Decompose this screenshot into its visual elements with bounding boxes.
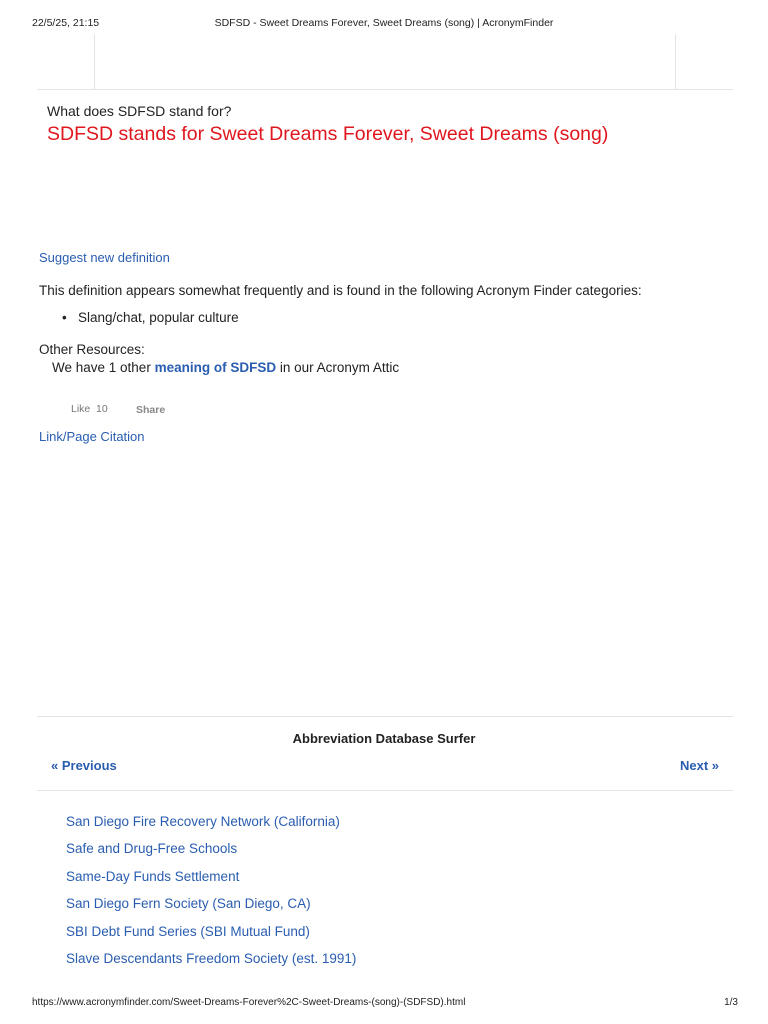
frequency-text: This definition appears somewhat frequently and is found in the following Acronym Finder categories: bbox=[39, 283, 642, 298]
surfer-list-item[interactable]: Same-Day Funds Settlement bbox=[66, 868, 240, 884]
other-resources-prefix: We have 1 other bbox=[52, 360, 155, 375]
surfer-list-item[interactable]: San Diego Fire Recovery Network (California) bbox=[66, 814, 340, 829]
print-page-number: 1/3 bbox=[724, 997, 738, 1008]
other-meaning-link[interactable]: meaning of SDFSD bbox=[154, 360, 277, 375]
share-button[interactable]: Share bbox=[136, 404, 166, 416]
other-resources-suffix: in our Acronym Attic bbox=[276, 360, 400, 375]
surfer-list bbox=[66, 814, 666, 978]
like-label: Like bbox=[71, 403, 91, 415]
print-footer bbox=[0, 997, 768, 1011]
surfer-list-item[interactable]: Safe and Drug-Free Schools bbox=[66, 841, 238, 857]
other-resources-line bbox=[52, 360, 399, 375]
top-box-divider-left bbox=[94, 34, 95, 89]
print-header bbox=[0, 17, 768, 31]
print-page-title: SDFSD - Sweet Dreams Forever, Sweet Dreams (song) | AcronymFinder bbox=[214, 17, 554, 29]
surfer-list-item[interactable]: San Diego Fern Society (San Diego, CA) bbox=[66, 896, 311, 912]
like-button[interactable] bbox=[50, 402, 120, 418]
surfer-title: Abbreviation Database Surfer bbox=[292, 731, 476, 746]
print-url: https://www.acronymfinder.com/Sweet-Dreams-Forever%2C-Sweet-Dreams-(song)-(SDFSD).html bbox=[32, 997, 466, 1008]
surfer-list-item[interactable]: SBI Debt Fund Series (SBI Mutual Fund) bbox=[66, 923, 310, 939]
definition-question: What does SDFSD stand for? bbox=[47, 103, 232, 119]
print-datetime: 22/5/25, 21:15 bbox=[32, 17, 100, 29]
surfer-list-item[interactable]: Slave Descendants Freedom Society (est. 1991) bbox=[66, 950, 357, 966]
top-content-box bbox=[37, 34, 733, 90]
other-resources-heading: Other Resources: bbox=[39, 342, 145, 357]
suggest-definition-link[interactable]: Suggest new definition bbox=[39, 250, 170, 265]
surfer-bottom-divider bbox=[37, 790, 733, 791]
category-item: Slang/chat, popular culture bbox=[78, 310, 239, 325]
like-count: 10 bbox=[96, 403, 108, 415]
top-box-divider-right bbox=[675, 34, 676, 89]
next-button[interactable]: Next » bbox=[679, 758, 719, 773]
previous-button[interactable]: « Previous bbox=[51, 758, 117, 773]
page-citation-link[interactable]: Link/Page Citation bbox=[39, 429, 145, 444]
surfer-top-divider bbox=[37, 716, 733, 717]
definition-answer: SDFSD stands for Sweet Dreams Forever, Sweet Dreams (song) bbox=[47, 123, 609, 145]
list-bullet: • bbox=[62, 310, 67, 325]
